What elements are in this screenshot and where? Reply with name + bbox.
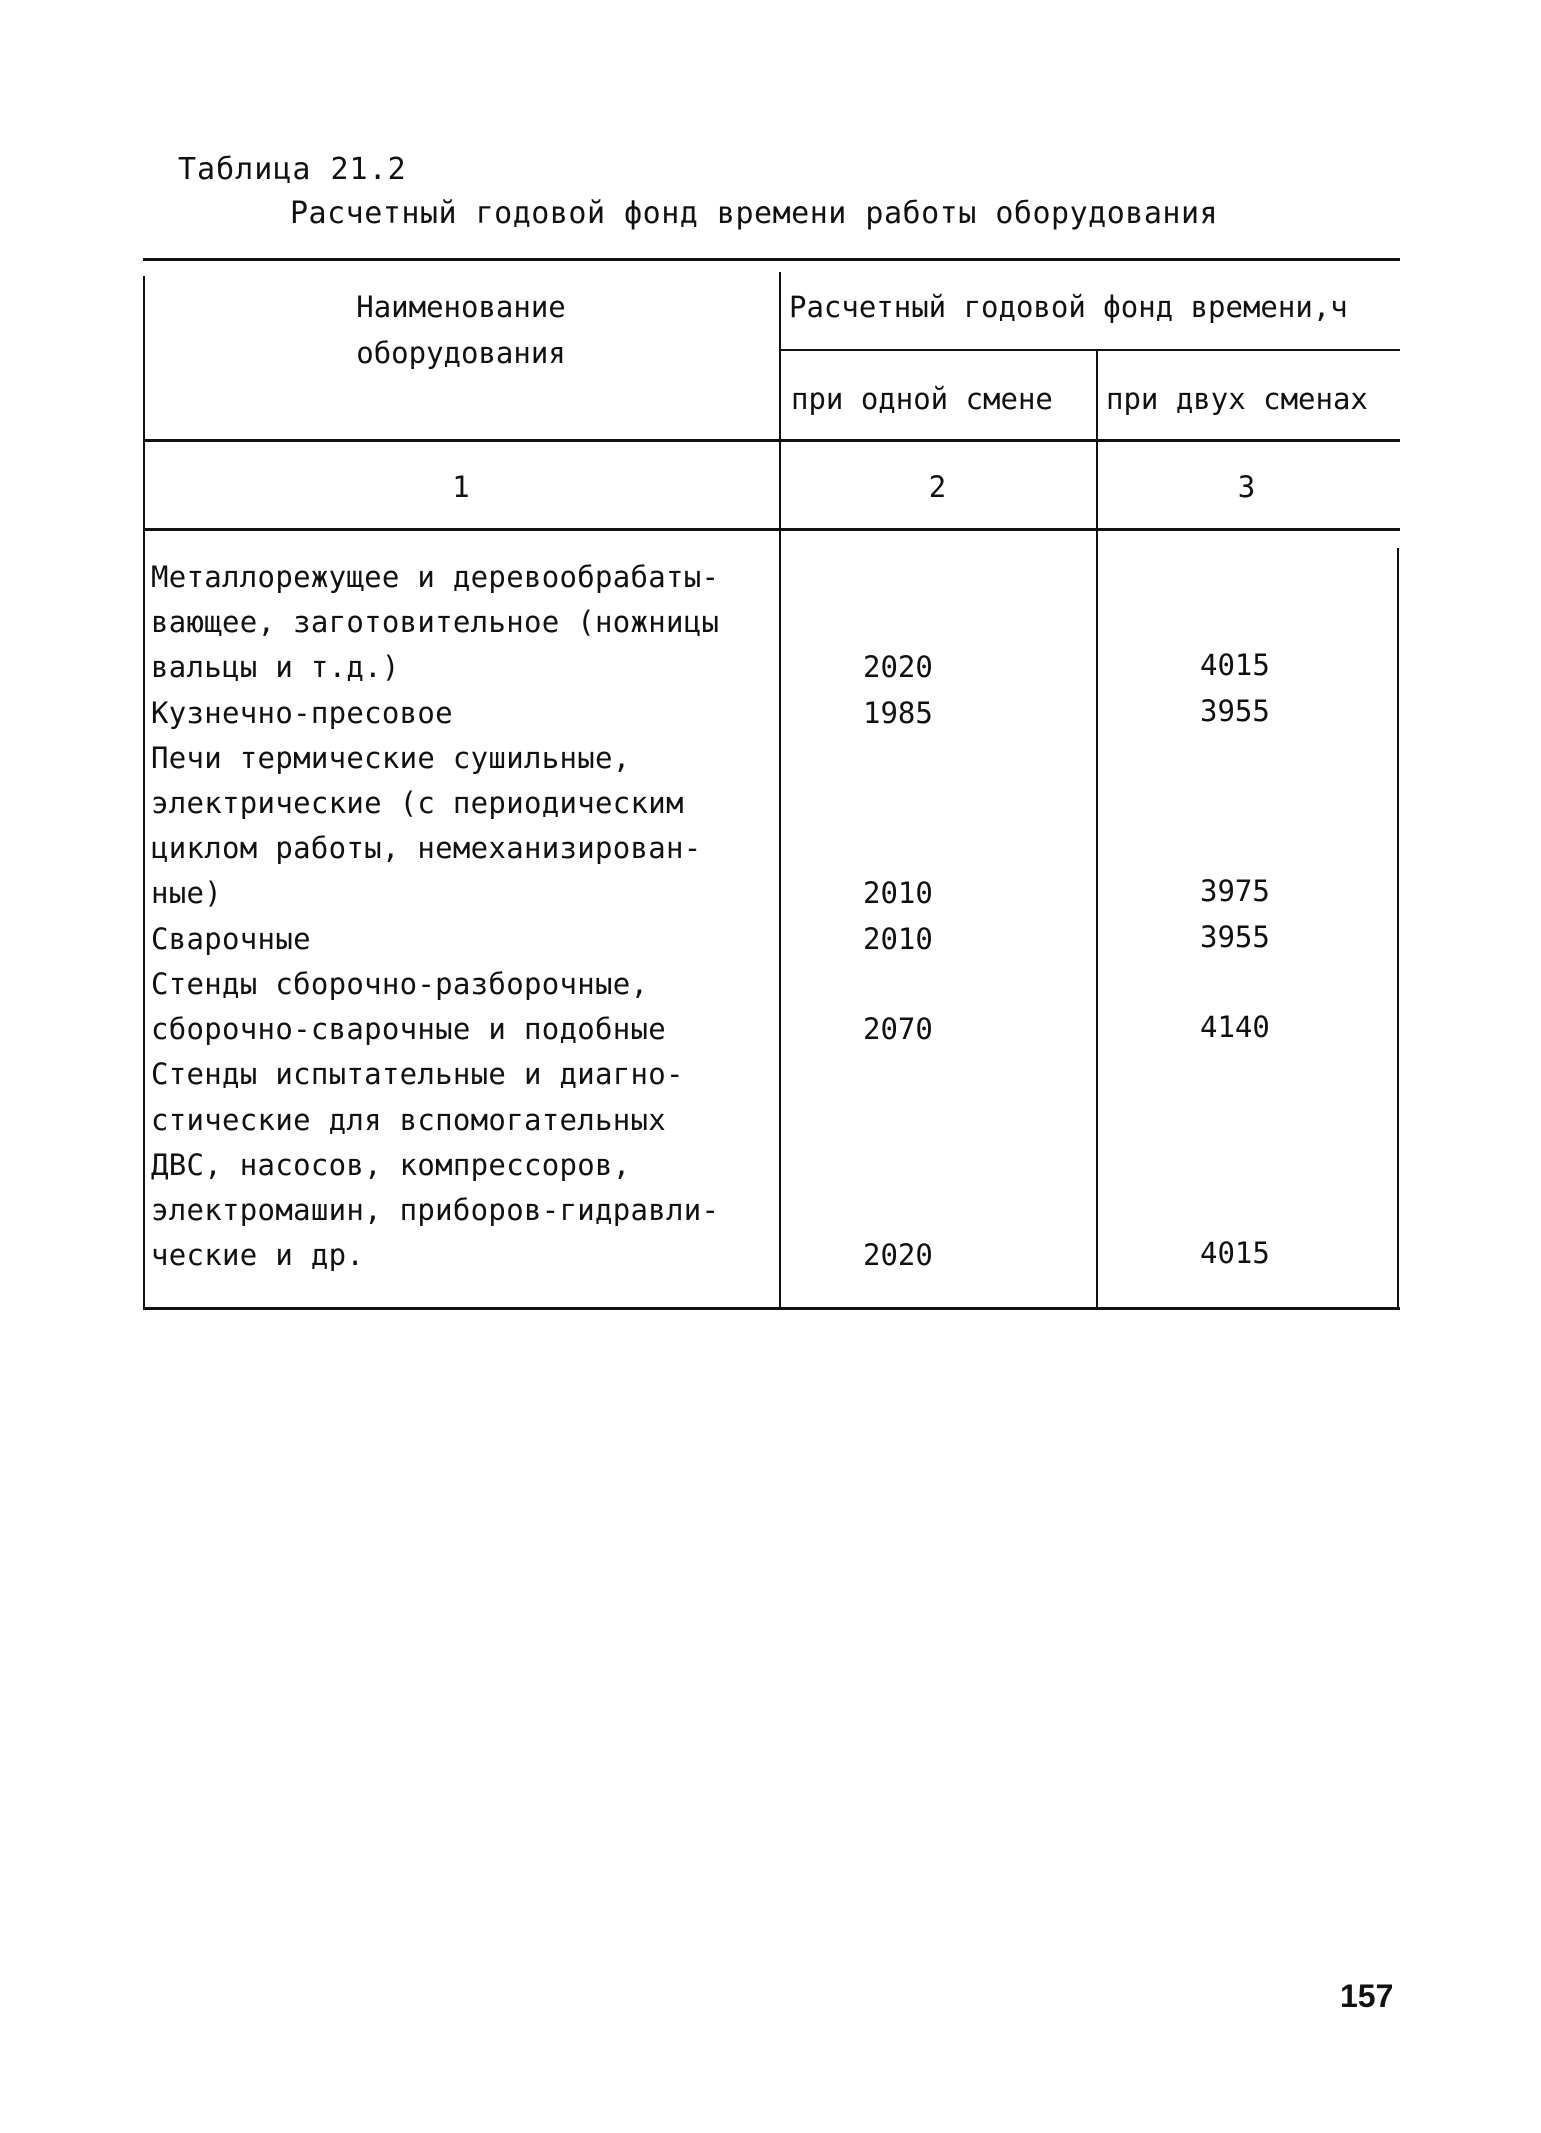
equipment-name-line: Стенды испытательные и диагно- xyxy=(151,1057,684,1091)
table-bottom-rule xyxy=(143,1307,1400,1310)
equipment-name-line: сборочно-сварочные и подобные xyxy=(151,1012,667,1046)
table-top-rule xyxy=(143,258,1400,261)
colnum-2: 2 xyxy=(928,470,947,504)
equipment-name-line: циклом работы, немеханизирован- xyxy=(151,831,702,865)
table-title: Расчетный годовой фонд времени работы оборудования xyxy=(290,196,1219,231)
value-one-shift: 2020 xyxy=(863,1238,933,1272)
header-col1-line2: оборудования xyxy=(356,336,566,370)
equipment-time-table xyxy=(143,258,1400,1310)
header-group-rule xyxy=(779,349,1400,351)
equipment-name-line: электромашин, приборов-гидравли- xyxy=(151,1193,720,1227)
equipment-name-line: Кузнечно-пресовое xyxy=(151,696,453,730)
value-two-shifts: 3955 xyxy=(1200,920,1270,954)
header-bottom-rule xyxy=(143,439,1400,442)
equipment-name-line: стические для вспомогательных xyxy=(151,1103,667,1137)
header-group: Расчетный годовой фонд времени,ч xyxy=(789,290,1348,324)
value-one-shift: 2010 xyxy=(863,922,933,956)
colnum-1: 1 xyxy=(452,470,470,504)
value-two-shifts: 4015 xyxy=(1200,1236,1270,1270)
header-col3: при двух сменах xyxy=(1106,382,1368,416)
colnum-3: 3 xyxy=(1237,470,1256,504)
value-one-shift: 1985 xyxy=(863,696,933,730)
table-left-rule xyxy=(143,276,145,1310)
value-two-shifts: 4015 xyxy=(1200,648,1270,682)
col1-right-rule xyxy=(779,272,781,1310)
value-two-shifts: 3955 xyxy=(1200,694,1270,728)
equipment-name-line: ные) xyxy=(151,876,223,910)
equipment-name-line: ческие и др. xyxy=(151,1238,365,1272)
page-number: 157 xyxy=(1340,1978,1394,2014)
header-col1-line1: Наименование xyxy=(356,290,566,324)
equipment-name-line: Металлорежущее и деревообрабаты- xyxy=(151,560,720,594)
equipment-name-line: Сварочные xyxy=(151,922,311,956)
equipment-name-line: Стенды сборочно-разборочные, xyxy=(151,967,649,1001)
value-two-shifts: 3975 xyxy=(1200,874,1270,908)
value-one-shift: 2020 xyxy=(863,650,933,684)
value-one-shift: 2010 xyxy=(863,876,933,910)
value-one-shift: 2070 xyxy=(863,1012,933,1046)
header-col2: при одной смене xyxy=(791,382,1053,416)
colnum-bottom-rule xyxy=(143,528,1400,531)
equipment-name-line: Печи термические сушильные, xyxy=(151,741,631,775)
equipment-name-line: вальцы и т.д.) xyxy=(151,650,400,684)
value-two-shifts: 4140 xyxy=(1200,1010,1270,1044)
table-right-rule xyxy=(1397,548,1399,1310)
equipment-name-line: ДВС, насосов, компрессоров, xyxy=(151,1148,631,1182)
equipment-name-line: электрические (с периодическим xyxy=(151,786,684,820)
equipment-name-line: вающее, заготовительное (ножницы xyxy=(151,605,720,639)
table-label: Таблица 21.2 xyxy=(178,152,407,187)
